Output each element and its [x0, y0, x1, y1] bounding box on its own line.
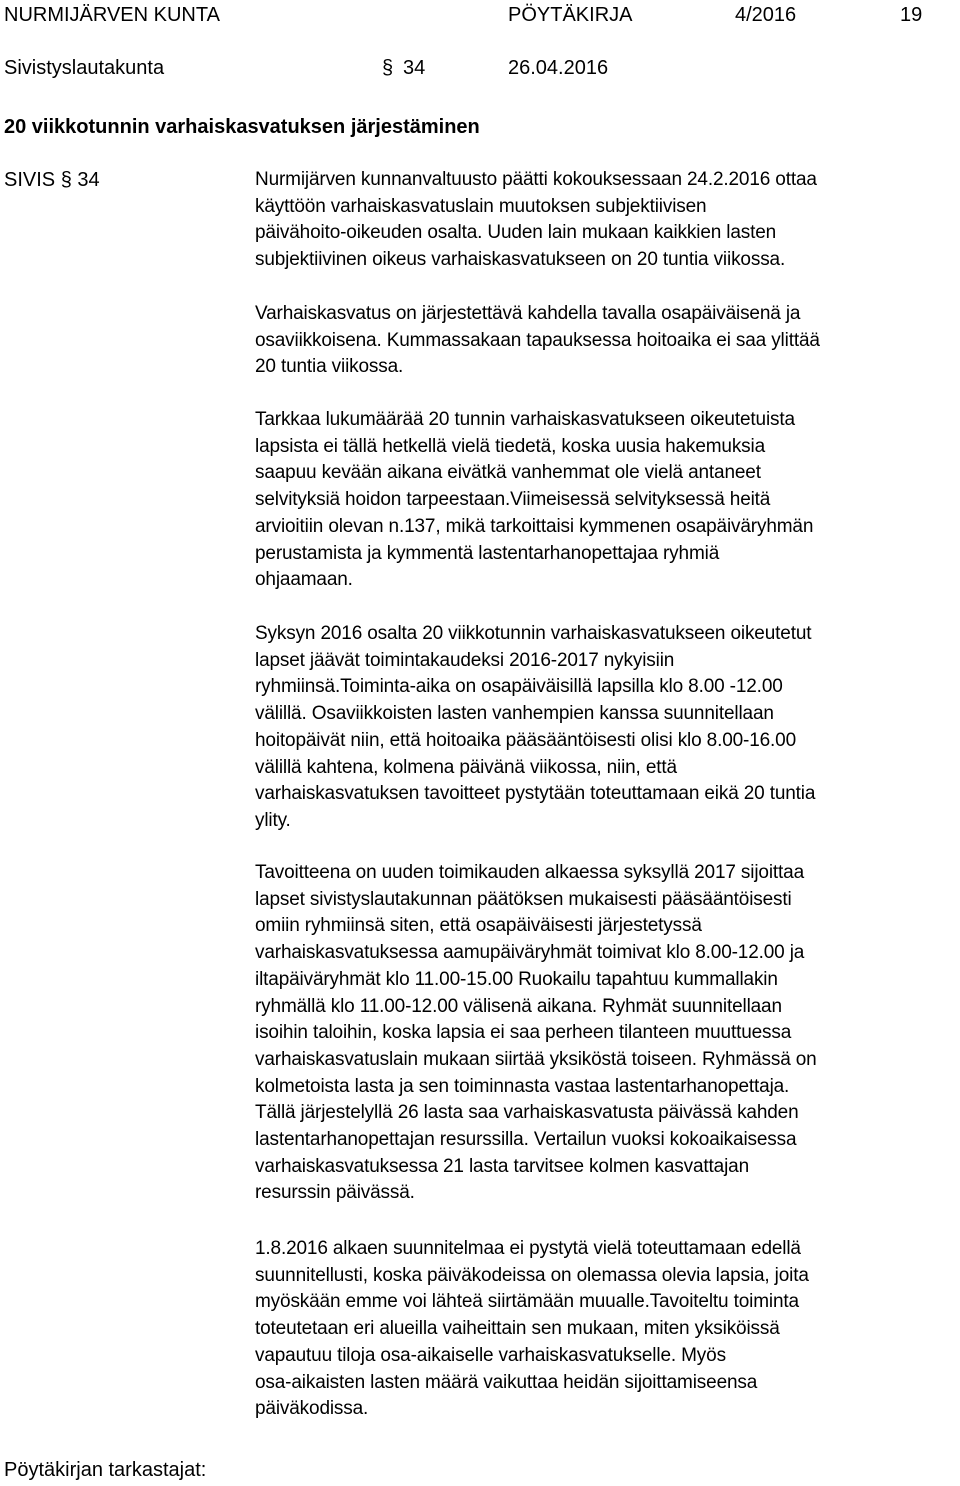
paragraph-goal-2017 [255, 860, 955, 1207]
paragraph-line: toteutetaan eri alueilla vaiheittain sen mukaan, miten yksiköissä [255, 1318, 780, 1340]
paragraph-line: päivähoito-oikeuden osalta. Uuden lain mukaan kaikkien lasten [255, 222, 777, 244]
paragraph-line: ryhmällä klo 11.00-12.00 välisenä aikana. Ryhmät suunnitellaan [255, 995, 782, 1017]
paragraph-line: subjektiivinen oikeus varhaiskasvatukseen on 20 tuntia viikossa. [255, 249, 786, 271]
paragraph-intro [255, 167, 955, 274]
paragraph-line: osaviikkoisena. Kummassakaan tapauksessa hoitoaika ei saa ylittää [255, 329, 820, 351]
paragraph-line: välillä kahtena, kolmena päivänä viikossa, niin, että [255, 756, 677, 778]
paragraph-line: arvioitiin olevan n.137, mikä tarkoittaisi kymmenen osapäiväryhmän [255, 515, 814, 537]
page-number: 19 [900, 4, 923, 26]
document-number: 4/2016 [735, 4, 797, 26]
paragraph-line: Tällä järjestelyllä 26 lasta saa varhaiskasvatusta päivässä kahden [255, 1102, 799, 1124]
paragraph-line: vapautuu tiloja osa-aikaiselle varhaiskasvatukselle. Myös [255, 1344, 726, 1366]
paragraph-line: myöskään emme voi lähteä siirtämään muualle.Tavoiteltu toiminta [255, 1291, 799, 1313]
document-type: PÖYTÄKIRJA [508, 4, 633, 26]
paragraph-line: varhaiskasvatuksessa 21 lasta tarvitsee kolmen kasvattajan [255, 1155, 749, 1177]
paragraph-line: lapset sivistyslautakunnan päätöksen mukaisesti pääsääntöisesti [255, 888, 792, 910]
paragraph-line: 20 tuntia viikossa. [255, 356, 404, 378]
paragraph-line: ylity. [255, 809, 291, 831]
item-reference: SIVIS § 34 [4, 169, 100, 191]
paragraph-line: suunnitellusti, koska päiväkodeissa on olemassa olevia lapsia, joita [255, 1264, 809, 1286]
paragraph-line: isoihin taloihin, koska lapsia ei saa perheen tilanteen muuttuessa [255, 1022, 792, 1044]
paragraph-line: selvityksiä hoidon tarpeestaan.Viimeisessä selvityksessä heitä [255, 489, 771, 511]
paragraph-line: osa-aikaisten lasten määrä vaikuttaa heidän sijoittamiseensa [255, 1371, 758, 1393]
paragraph-line: Nurmijärven kunnanvaltuusto päätti kokouksessaan 24.2.2016 ottaa [255, 169, 817, 190]
section-symbol: § [382, 57, 394, 79]
meeting-date: 26.04.2016 [508, 57, 609, 79]
paragraph-line: ryhmiinsä.Toiminta-aika on osapäiväisillä lapsilla klo 8.00 -12.00 [255, 676, 783, 698]
paragraph-line: omiin ryhmiinsä siten, että osapäiväisesti järjestetyssä [255, 915, 702, 937]
paragraph-line: hoitopäivät niin, että hoitoaika pääsääntöisesti olisi klo 8.00-16.00 [255, 729, 797, 751]
paragraph-line: varhaiskasvatuksen tavoitteet pystytään toteuttamaan eikä 20 tuntia [255, 783, 816, 805]
paragraph-autumn-2016 [255, 621, 955, 835]
footer-inspectors-label: Pöytäkirjan tarkastajat: [4, 1459, 207, 1481]
paragraph-child-count [255, 407, 955, 594]
paragraph-line: Syksyn 2016 osalta 20 viikkotunnin varhaiskasvatukseen oikeutetut [255, 623, 812, 644]
paragraph-line: ohjaamaan. [255, 569, 353, 591]
paragraph-line: Varhaiskasvatus on järjestettävä kahdella tavalla osapäiväisenä ja [255, 303, 801, 324]
board-name: Sivistyslautakunta [4, 57, 165, 79]
paragraph-line: päiväkodissa. [255, 1398, 369, 1420]
paragraph-line: varhaiskasvatuslain mukaan siirtää yksiköstä toiseen. Ryhmässä on [255, 1048, 817, 1070]
paragraph-line: saapuu kevään aikana eivätkä vanhemmat ole vielä antaneet [255, 462, 761, 484]
paragraph-line: resurssin päivässä. [255, 1182, 415, 1204]
paragraph-line: kolmetoista lasta ja sen toiminnasta vastaa lastentarhanopettaja. [255, 1075, 790, 1097]
section-number: 34 [403, 57, 426, 79]
paragraph-line: lastentarhanopettajan resurssilla. Vertailun vuoksi kokoaikaisessa [255, 1129, 797, 1151]
paragraph-line: perustamista ja kymmentä lastentarhanopettajaa ryhmiä [255, 542, 720, 564]
paragraph-from-august [255, 1236, 955, 1423]
paragraph-line: Tarkkaa lukumäärää 20 tunnin varhaiskasvatukseen oikeutetuista [255, 409, 795, 430]
paragraph-line: lapset jäävät toimintakaudeksi 2016-2017 nykyisiin [255, 649, 675, 671]
paragraph-line: 1.8.2016 alkaen suunnitelmaa ei pystytä vielä toteuttamaan edellä [255, 1238, 801, 1259]
paragraph-line: varhaiskasvatuksessa aamupäiväryhmät toimivat klo 8.00-12.00 ja [255, 942, 805, 964]
paragraph-line: lapsista ei tällä hetkellä vielä tiedetä, koska uusia hakemuksia [255, 435, 766, 457]
org-name: NURMIJÄRVEN KUNTA [4, 4, 220, 26]
paragraph-line: välillä. Osaviikkoisten lasten vanhempien kanssa suunnitellaan [255, 703, 774, 725]
paragraph-line: Tavoitteena on uuden toimikauden alkaessa syksyllä 2017 sijoittaa [255, 862, 804, 883]
paragraph-line: käyttöön varhaiskasvatuslain muutoksen subjektiivisen [255, 195, 707, 217]
item-title: 20 viikkotunnin varhaiskasvatuksen järjestäminen [4, 116, 480, 138]
paragraph-arrangement [255, 301, 955, 381]
paragraph-line: iltapäiväryhmät klo 11.00-15.00 Ruokailu tapahtuu kummallakin [255, 968, 778, 990]
